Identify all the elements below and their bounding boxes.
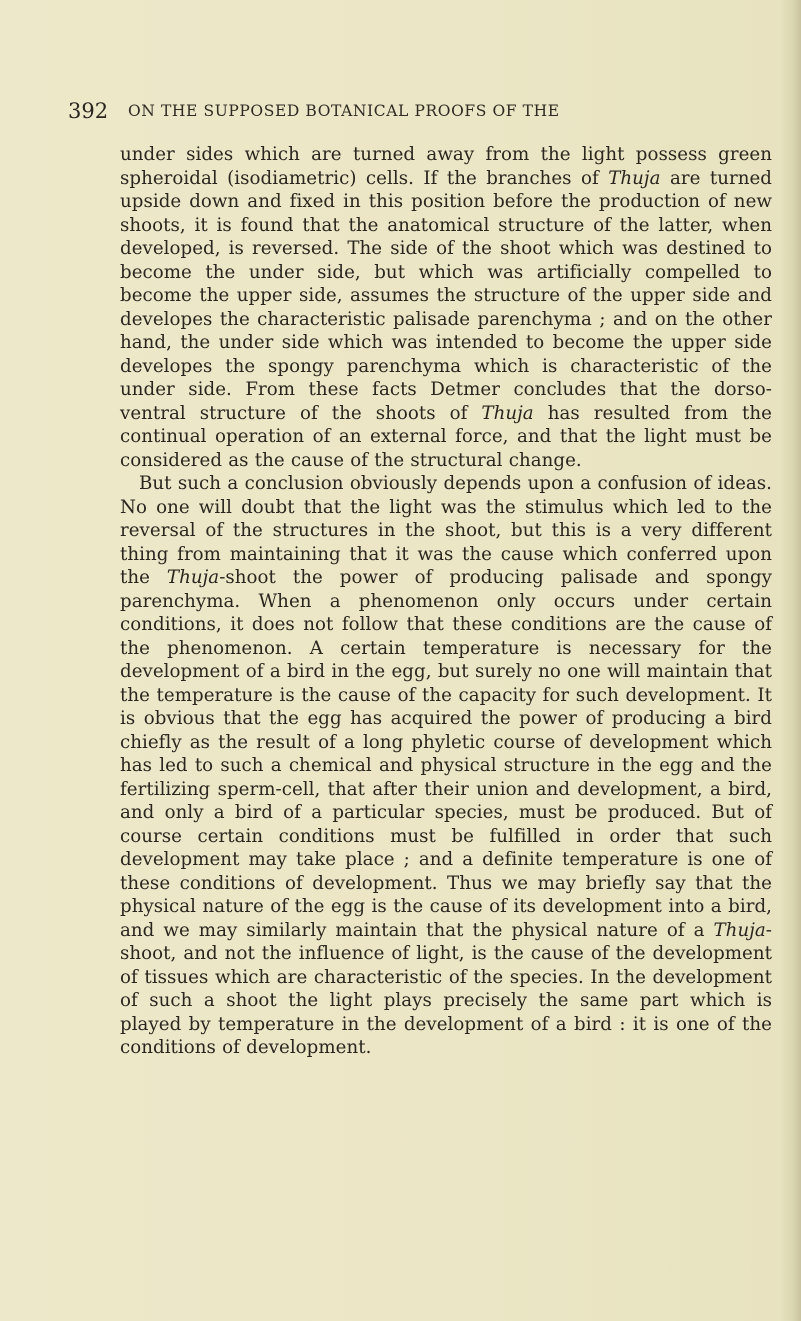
italic-term: Thuja <box>713 919 766 941</box>
page-edge-shadow <box>779 0 801 1321</box>
text-run: -shoot, and not the influence of light, is the cause of the development of tissues which are characteristic of the species. In the development of such a shoot the light plays precisely the same part which is played by temperature in the development of a bird : it is one of the conditions of development. <box>120 919 772 1058</box>
italic-term: Thuja <box>481 402 534 424</box>
text-run: are turned upside down and fixed in this position before the production of new shoots, it is found that the anatomical structure of the latter, when developed, is reversed. The side of the shoot which was destined to become the under side, but which was artificially compelled to become the upper side, assumes the structure of the upper side and developes the characteristic palisade parenchyma ; and on the other hand, the under side which was intended to become the upper side developes the spongy parenchyma which is characteristic of the under side. From these facts Detmer concludes that the dorso-ventral structure of the shoots of <box>120 167 772 424</box>
italic-term: Thuja <box>608 167 661 189</box>
text-run: under sides which are turned away from the light possess green spheroidal (isodiametric) cells. If the branches of <box>120 144 772 189</box>
body-text <box>120 143 772 1060</box>
running-head: ON THE SUPPOSED BOTANICAL PROOFS OF THE <box>128 102 560 120</box>
italic-term: Thuja <box>166 567 220 588</box>
page-header <box>68 98 748 124</box>
text-run: But such a conclusion obviously depends upon a confusion of ideas. No one will doubt that the light was the stimulus which led to the reversal of the structures in the shoot, but this is a very different thing from maintaining that it was the cause which conferred upon the <box>120 473 772 588</box>
paragraph-2 <box>120 472 772 1060</box>
page-number: 392 <box>68 99 109 123</box>
text-run: has resulted from the continual operation of an external force, and that the light must be considered as the cause of the structural change. <box>120 402 772 471</box>
paragraph-1 <box>120 143 772 472</box>
text-run: -shoot the power of producing palisade and spongy parenchyma. When a phenomenon only occurs under certain conditions, it does not follow that these conditions are the cause of the phenomenon. A certain temperature is necessary for the development of a bird in the egg, but surely no one will maintain that the temperature is the cause of the capacity for such development. It is obvious that the egg has acquired the power of producing a bird chiefly as the result of a long phyletic course of development which has led to such a chemical and physical structure in the egg and the fertilizing sperm-cell, that after their union and development, a bird, and only a bird of a particular species, must be produced. But of course certain conditions must be fulfilled in order that such development may take place ; and a definite temperature is one of these conditions of development. Thus we may briefly say that the physical nature of the egg is the cause of its development into a bird, and we may similarly maintain that the physical nature of a <box>120 567 772 941</box>
